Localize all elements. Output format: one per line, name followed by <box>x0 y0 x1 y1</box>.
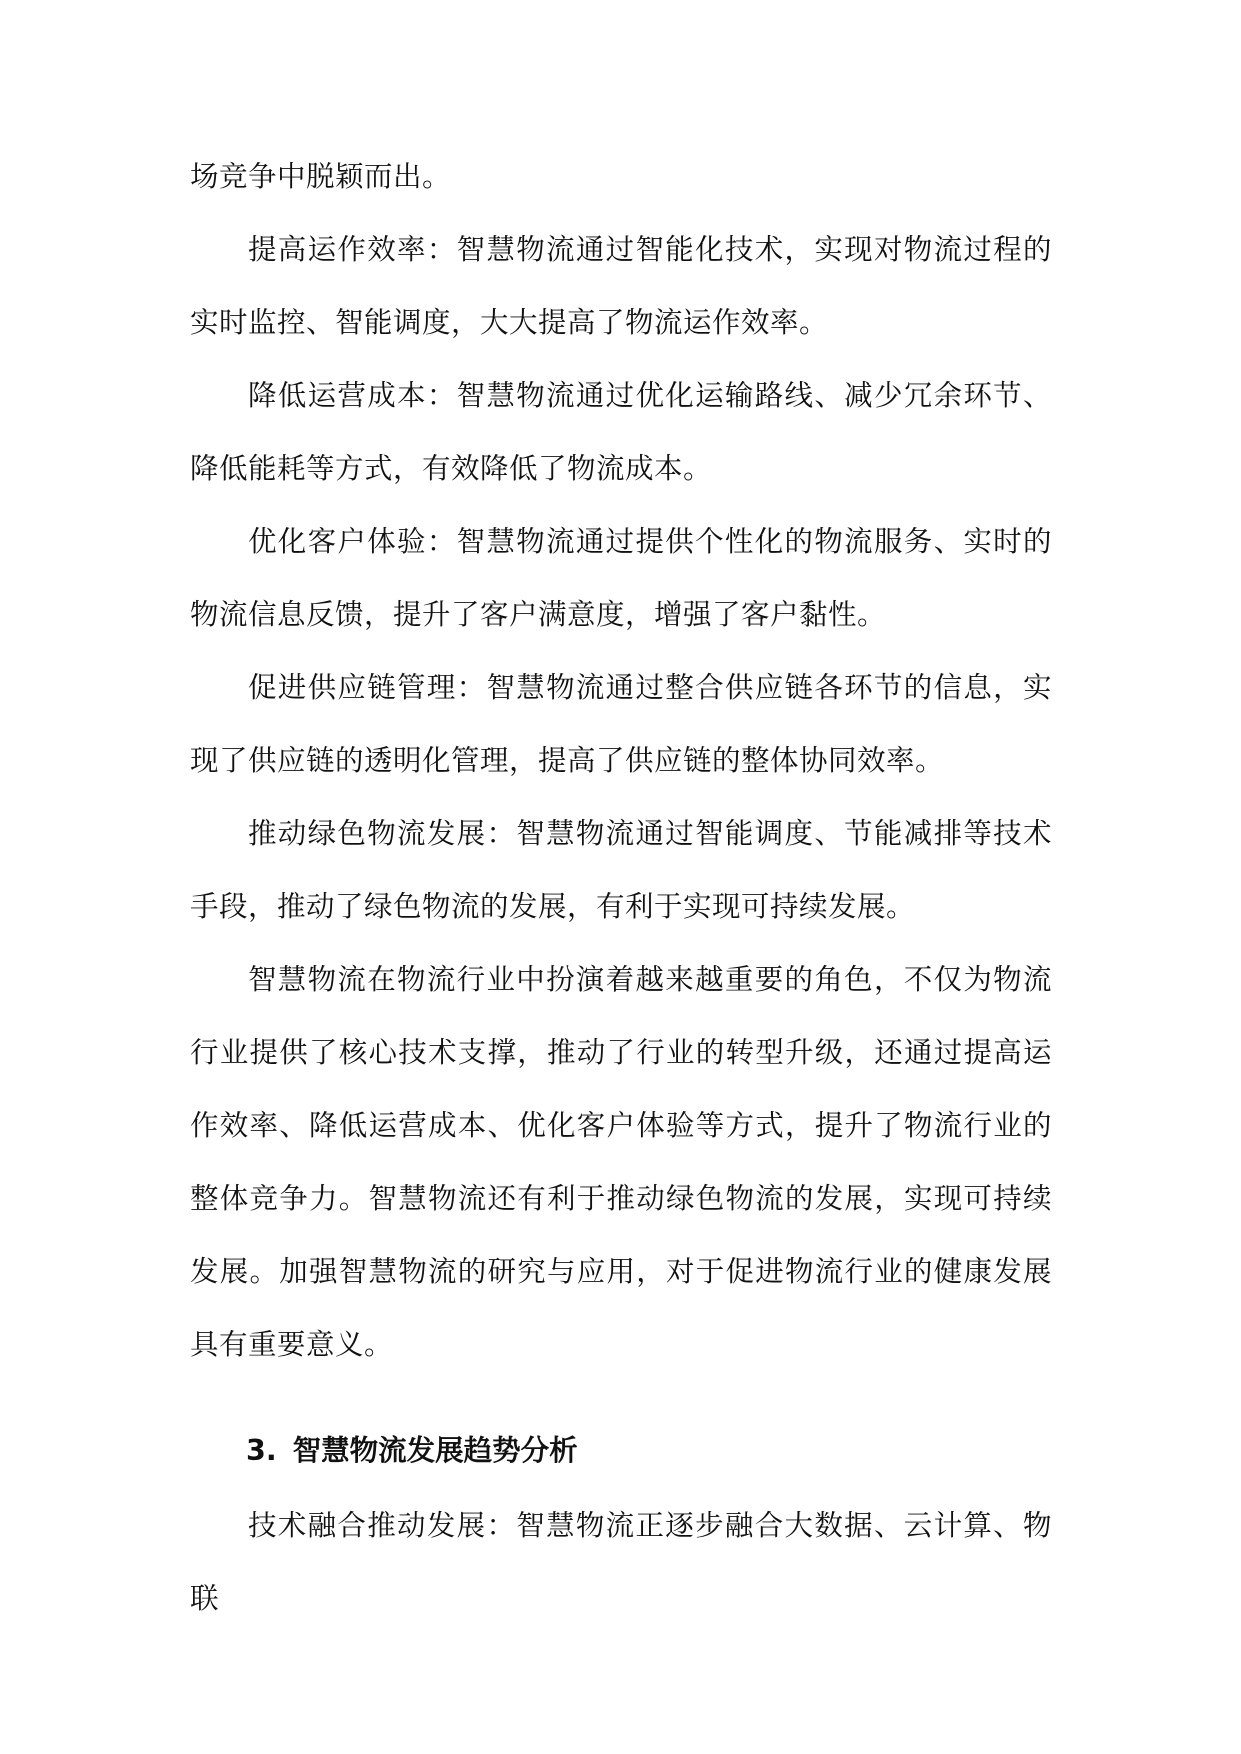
paragraph-technology-fusion: 技术融合推动发展：智慧物流正逐步融合大数据、云计算、物联 <box>190 1509 1052 1615</box>
paragraph-supply-chain: 促进供应链管理：智慧物流通过整合供应链各环节的信息，实现了供应链的透明化管理，提高了供应链的整体协同效率。 <box>190 671 1052 777</box>
paragraph-cost: 降低运营成本：智慧物流通过优化运输路线、减少冗余环节、降低能耗等方式，有效降低了物流成本。 <box>190 379 1052 485</box>
section-heading <box>190 1414 1052 1487</box>
paragraph-summary: 智慧物流在物流行业中扮演着越来越重要的角色，不仅为物流行业提供了核心技术支撑，推动了行业的转型升级，还通过提高运作效率、降低运营成本、优化客户体验等方式，提升了物流行业的整体竞争力。智慧物流还有利于推动绿色物流的发展，实现可持续发展。加强智慧物流的研究与应用，对于促进物流行业的健康发展具有重要意义。 <box>190 963 1052 1361</box>
continuation-paragraph: 场竞争中脱颖而出。 <box>190 160 452 193</box>
paragraph-customer-experience: 优化客户体验：智慧物流通过提供个性化的物流服务、实时的物流信息反馈，提升了客户满意度，增强了客户黏性。 <box>190 525 1052 631</box>
section-number: 3. <box>246 1434 277 1467</box>
paragraph-green-logistics: 推动绿色物流发展：智慧物流通过智能调度、节能减排等技术手段，推动了绿色物流的发展，有利于实现可持续发展。 <box>190 817 1052 923</box>
paragraph-efficiency: 提高运作效率：智慧物流通过智能化技术，实现对物流过程的实时监控、智能调度，大大提高了物流运作效率。 <box>190 233 1052 339</box>
section-title: 智慧物流发展趋势分析 <box>292 1434 578 1467</box>
document-body <box>190 140 1052 1635</box>
